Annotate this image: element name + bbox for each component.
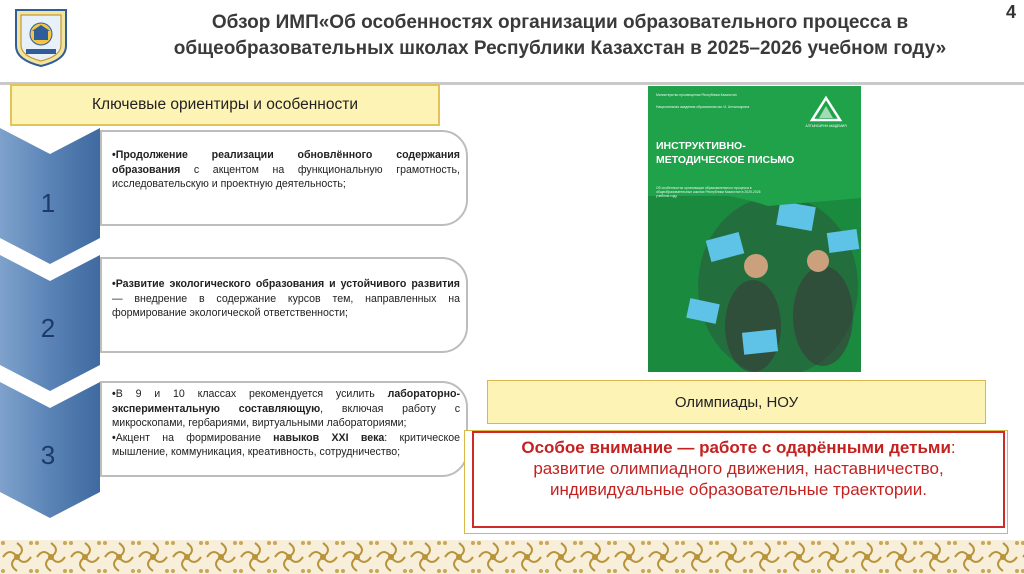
- ornament-border: [0, 540, 1024, 574]
- methodical-letter-cover: [648, 86, 861, 372]
- bullet: •: [112, 388, 116, 400]
- page-title: [150, 10, 970, 62]
- item-3-line2-bold: навыков XXI века: [273, 431, 385, 444]
- item-card-1: [100, 130, 468, 226]
- olympiads-box: [487, 380, 986, 424]
- item-number-2: 2: [40, 313, 56, 343]
- item-1-bold: Продолжение реализации обновлённого содержания образования: [112, 149, 460, 176]
- item-card-2: [100, 257, 468, 353]
- book-title-line-1: ИНСТРУКТИВНО-: [656, 140, 746, 152]
- book-subtitle: Об особенностях организации образовательного процесса в общеобразовательных школах Республики Казахстан в 2025-2026 учебном году: [656, 186, 761, 199]
- key-orientations-label: Ключевые ориентиры и особенности: [92, 96, 358, 113]
- book-logo-text: АЛТЫНСАРИН АКАДЕМИЯ: [805, 124, 847, 128]
- item-3-line2-post: : критическое мышление, коммуникация, креативность, сотрудничество;: [112, 431, 460, 458]
- item-1-text: с акцентом на функциональную грамотность, исследовательскую и проектную деятельность;: [112, 163, 460, 190]
- item-number-3: 3: [40, 440, 56, 470]
- title-line-2: общеобразовательных школах Республики Казахстан в 2025–2026 учебном году»: [173, 38, 947, 59]
- attention-text: развитие олимпиадного движения, наставничество, индивидуальные образовательные траектории.: [533, 459, 944, 499]
- book-title-line-2: МЕТОДИЧЕСКОЕ ПИСЬМО: [656, 154, 795, 166]
- item-2-bold: Развитие экологического образования и устойчивого развития: [115, 278, 460, 290]
- book-ministry-text: Министерство просвещения Республики Казахстан: [656, 93, 737, 97]
- book-academy-text: Национальная академия образования им. И. Алтынсарина: [656, 105, 750, 109]
- school-logo-icon: [10, 6, 72, 68]
- page-number: 4: [1005, 2, 1016, 22]
- item-3-line1-bold: лабораторно-экспериментальную составляющую: [112, 388, 460, 415]
- item-3-line1-post: , включая работу с микроскопами, гербариями, виртуальными лабораториями;: [112, 402, 460, 429]
- item-number-1: 1: [40, 188, 56, 218]
- item-3-line2-pre: Акцент на формирование: [115, 431, 274, 444]
- attention-bold: Особое внимание — работе с одарёнными детьми: [521, 438, 951, 457]
- attention-colon: :: [950, 438, 956, 457]
- key-orientations-header: [10, 84, 440, 126]
- title-line-1: Обзор ИМП«Об особенностях организации образовательного процесса в: [211, 12, 909, 33]
- item-2-text: — внедрение в содержание курсов тем, направленных на формирование экологической ответственности;: [112, 292, 460, 319]
- bullet: •: [112, 431, 116, 444]
- bullet: •: [112, 149, 116, 161]
- item-card-3: [100, 381, 468, 477]
- item-3-line1-pre: В 9 и 10 классах рекомендуется усилить: [115, 388, 388, 400]
- bullet: •: [112, 278, 116, 290]
- olympiads-label: Олимпиады, НОУ: [674, 393, 799, 411]
- attention-box: [472, 431, 1005, 528]
